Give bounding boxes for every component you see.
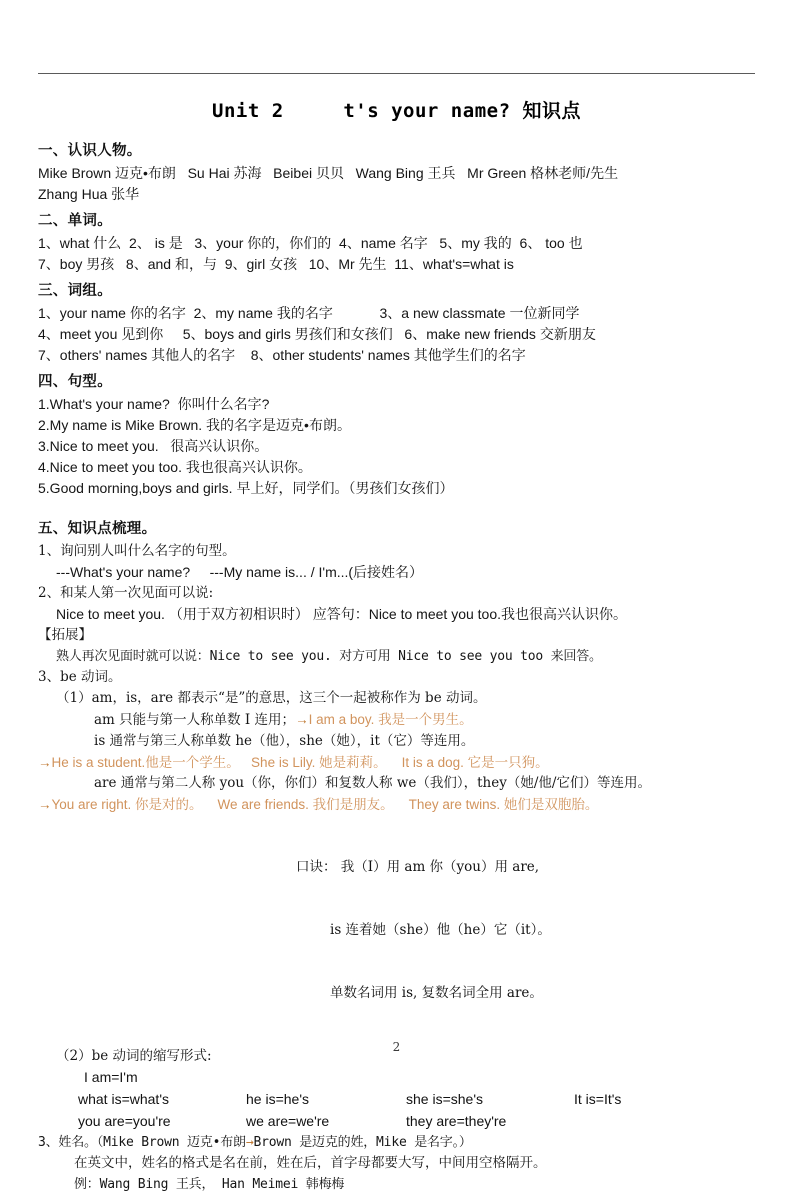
- extension-text: 熟人再次见面时就可以说：Nice to see you. 对方可用 Nice to see you too 来回答。: [56, 649, 602, 664]
- header-divider: [38, 73, 755, 74]
- is-examples-line: [38, 752, 755, 773]
- section-heading-people: 一、认识人物。: [38, 142, 142, 159]
- knowledge-point-4-detail: 在英文中，姓名的格式是名在前，姓在后，首字母都要大写，中间用空格隔开。: [74, 1155, 547, 1171]
- knowledge-point-1-label: 1、询问别人叫什么名字的句型。: [38, 543, 236, 559]
- sentence-item-2: 2.My name is Mike Brown. 我的名字是迈克•布朗。: [38, 417, 351, 433]
- sentence-item-3: 3.Nice to meet you. 很高兴认识你。: [38, 438, 269, 454]
- are-examples-text: You are right. 你是对的。 We are friends. 我们是朋友。 They are twins. 她们是双胞胎。: [51, 797, 599, 812]
- page-number: 2: [392, 1040, 401, 1054]
- section-heading-knowledge: 五、知识点梳理。: [38, 520, 157, 537]
- mnemonic-line-2: is 连着她（she）他（he）它（it）。: [330, 922, 551, 938]
- am-rule-line: [38, 709, 755, 731]
- contraction-row: [38, 1088, 755, 1110]
- knowledge-point-3-label: 3、be 动词。: [38, 669, 122, 685]
- knowledge-point-1-qa: ---What's your name? ---My name is... / I'm...(后接姓名）: [56, 564, 424, 580]
- extension-tag: 【拓展】: [38, 627, 92, 643]
- knowledge-point-2-detail: Nice to meet you. （用于双方初相识时） 应答句：Nice to meet you too.我也很高兴认识你。: [56, 606, 628, 622]
- phrases-line-1: 1、your name 你的名字 2、my name 我的名字 3、a new classmate 一位新同学: [38, 305, 580, 321]
- are-rule-line: are 通常与第二人称 you（你，你们）和复数人称 we（我们），they（她/他/它们）等连用。: [94, 775, 651, 791]
- people-line-1: Mike Brown 迈克•布朗 Su Hai 苏海 Beibei 贝贝 Wang Bing 王兵 Mr Green 格林老师/先生: [38, 165, 619, 181]
- arrow-icon: →: [38, 755, 52, 770]
- contraction-cell: he is=he's: [246, 1091, 309, 1107]
- knowledge-point-4-label: [38, 1132, 755, 1153]
- spacer: [38, 499, 755, 513]
- section-heading-sentences: 四、句型。: [38, 373, 112, 390]
- phrases-line-2: 4、meet you 见到你 5、boys and girls 男孩们和女孩们 6、make new friends 交新朋友: [38, 326, 596, 342]
- sentence-item-1: 1.What's your name? 你叫什么名字?: [38, 396, 270, 412]
- contraction-cell: It is=It's: [574, 1091, 622, 1107]
- contraction-cell: you are=you're: [78, 1113, 171, 1129]
- contraction-first: I am=I'm: [84, 1069, 138, 1085]
- be-verb-sub2-label: （2）be 动词的缩写形式:: [56, 1048, 212, 1064]
- phrases-line-3: 7、others' names 其他人的名字 8、other students' names 其他学生们的名字: [38, 347, 526, 363]
- sentence-item-4: 4.Nice to meet you too. 我也很高兴认识你。: [38, 459, 312, 475]
- arrow-icon: →: [295, 712, 309, 727]
- knowledge-point-2-label: 2、和某人第一次见面可以说:: [38, 585, 214, 601]
- document-body: [38, 0, 755, 1195]
- contraction-row: [38, 1110, 755, 1132]
- people-line-2: Zhang Hua 张华: [38, 186, 140, 202]
- arrow-icon: →: [38, 797, 52, 812]
- words-line-2: 7、boy 男孩 8、and 和，与 9、girl 女孩 10、Mr 先生 11、what's=what is: [38, 256, 514, 272]
- contraction-cell: we are=we're: [246, 1113, 330, 1129]
- mnemonic-line-3: 单数名词用 is, 复数名词全用 are。: [330, 985, 543, 1001]
- knowledge-point-4-example: 例：Wang Bing 王兵， Han Meimei 韩梅梅: [74, 1177, 345, 1192]
- contraction-cell: [574, 1110, 694, 1132]
- section-heading-phrases: 三、词组。: [38, 282, 112, 299]
- name-rule-post: Brown 是迈克的姓，Mike 是名字。）: [253, 1135, 472, 1150]
- contraction-cell: they are=they're: [406, 1113, 507, 1129]
- contraction-cell: what is=what's: [78, 1091, 169, 1107]
- is-rule-line: is 通常与第三人称单数 he（他），she（她），it（它）等连用。: [94, 733, 475, 749]
- name-rule-pre: 3、姓名。（Mike Brown 迈克•布朗: [38, 1135, 246, 1150]
- words-line-1: 1、what 什么 2、 is 是 3、your 你的，你们的 4、name 名字 5、my 我的 6、 too 也: [38, 235, 583, 251]
- am-rule-text: am 只能与第一人称单数 I 连用；: [94, 712, 296, 728]
- mnemonic-block: [38, 815, 755, 1046]
- sentence-item-5: 5.Good morning,boys and girls. 早上好，同学们。（男孩们女孩们）: [38, 480, 454, 496]
- mnemonic-line-1: 口诀： 我（I）用 am 你（you）用 are,: [296, 859, 540, 875]
- is-examples-text: He is a student.他是一个学生。 She is Lily. 她是莉莉。 It is a dog. 它是一只狗。: [51, 755, 549, 770]
- am-example-text: I am a boy. 我是一个男生。: [308, 712, 473, 727]
- page-title: Unit 2 t's your name? 知识点: [212, 100, 581, 122]
- contraction-cell: she is=she's: [406, 1091, 483, 1107]
- section-heading-words: 二、单词。: [38, 212, 112, 229]
- be-verb-sub1-label: （1）am，is，are 都表示“是”的意思，这三个一起被称作为 be 动词。: [56, 690, 487, 706]
- arrow-icon: →: [245, 1135, 254, 1150]
- are-examples-line: [38, 794, 755, 815]
